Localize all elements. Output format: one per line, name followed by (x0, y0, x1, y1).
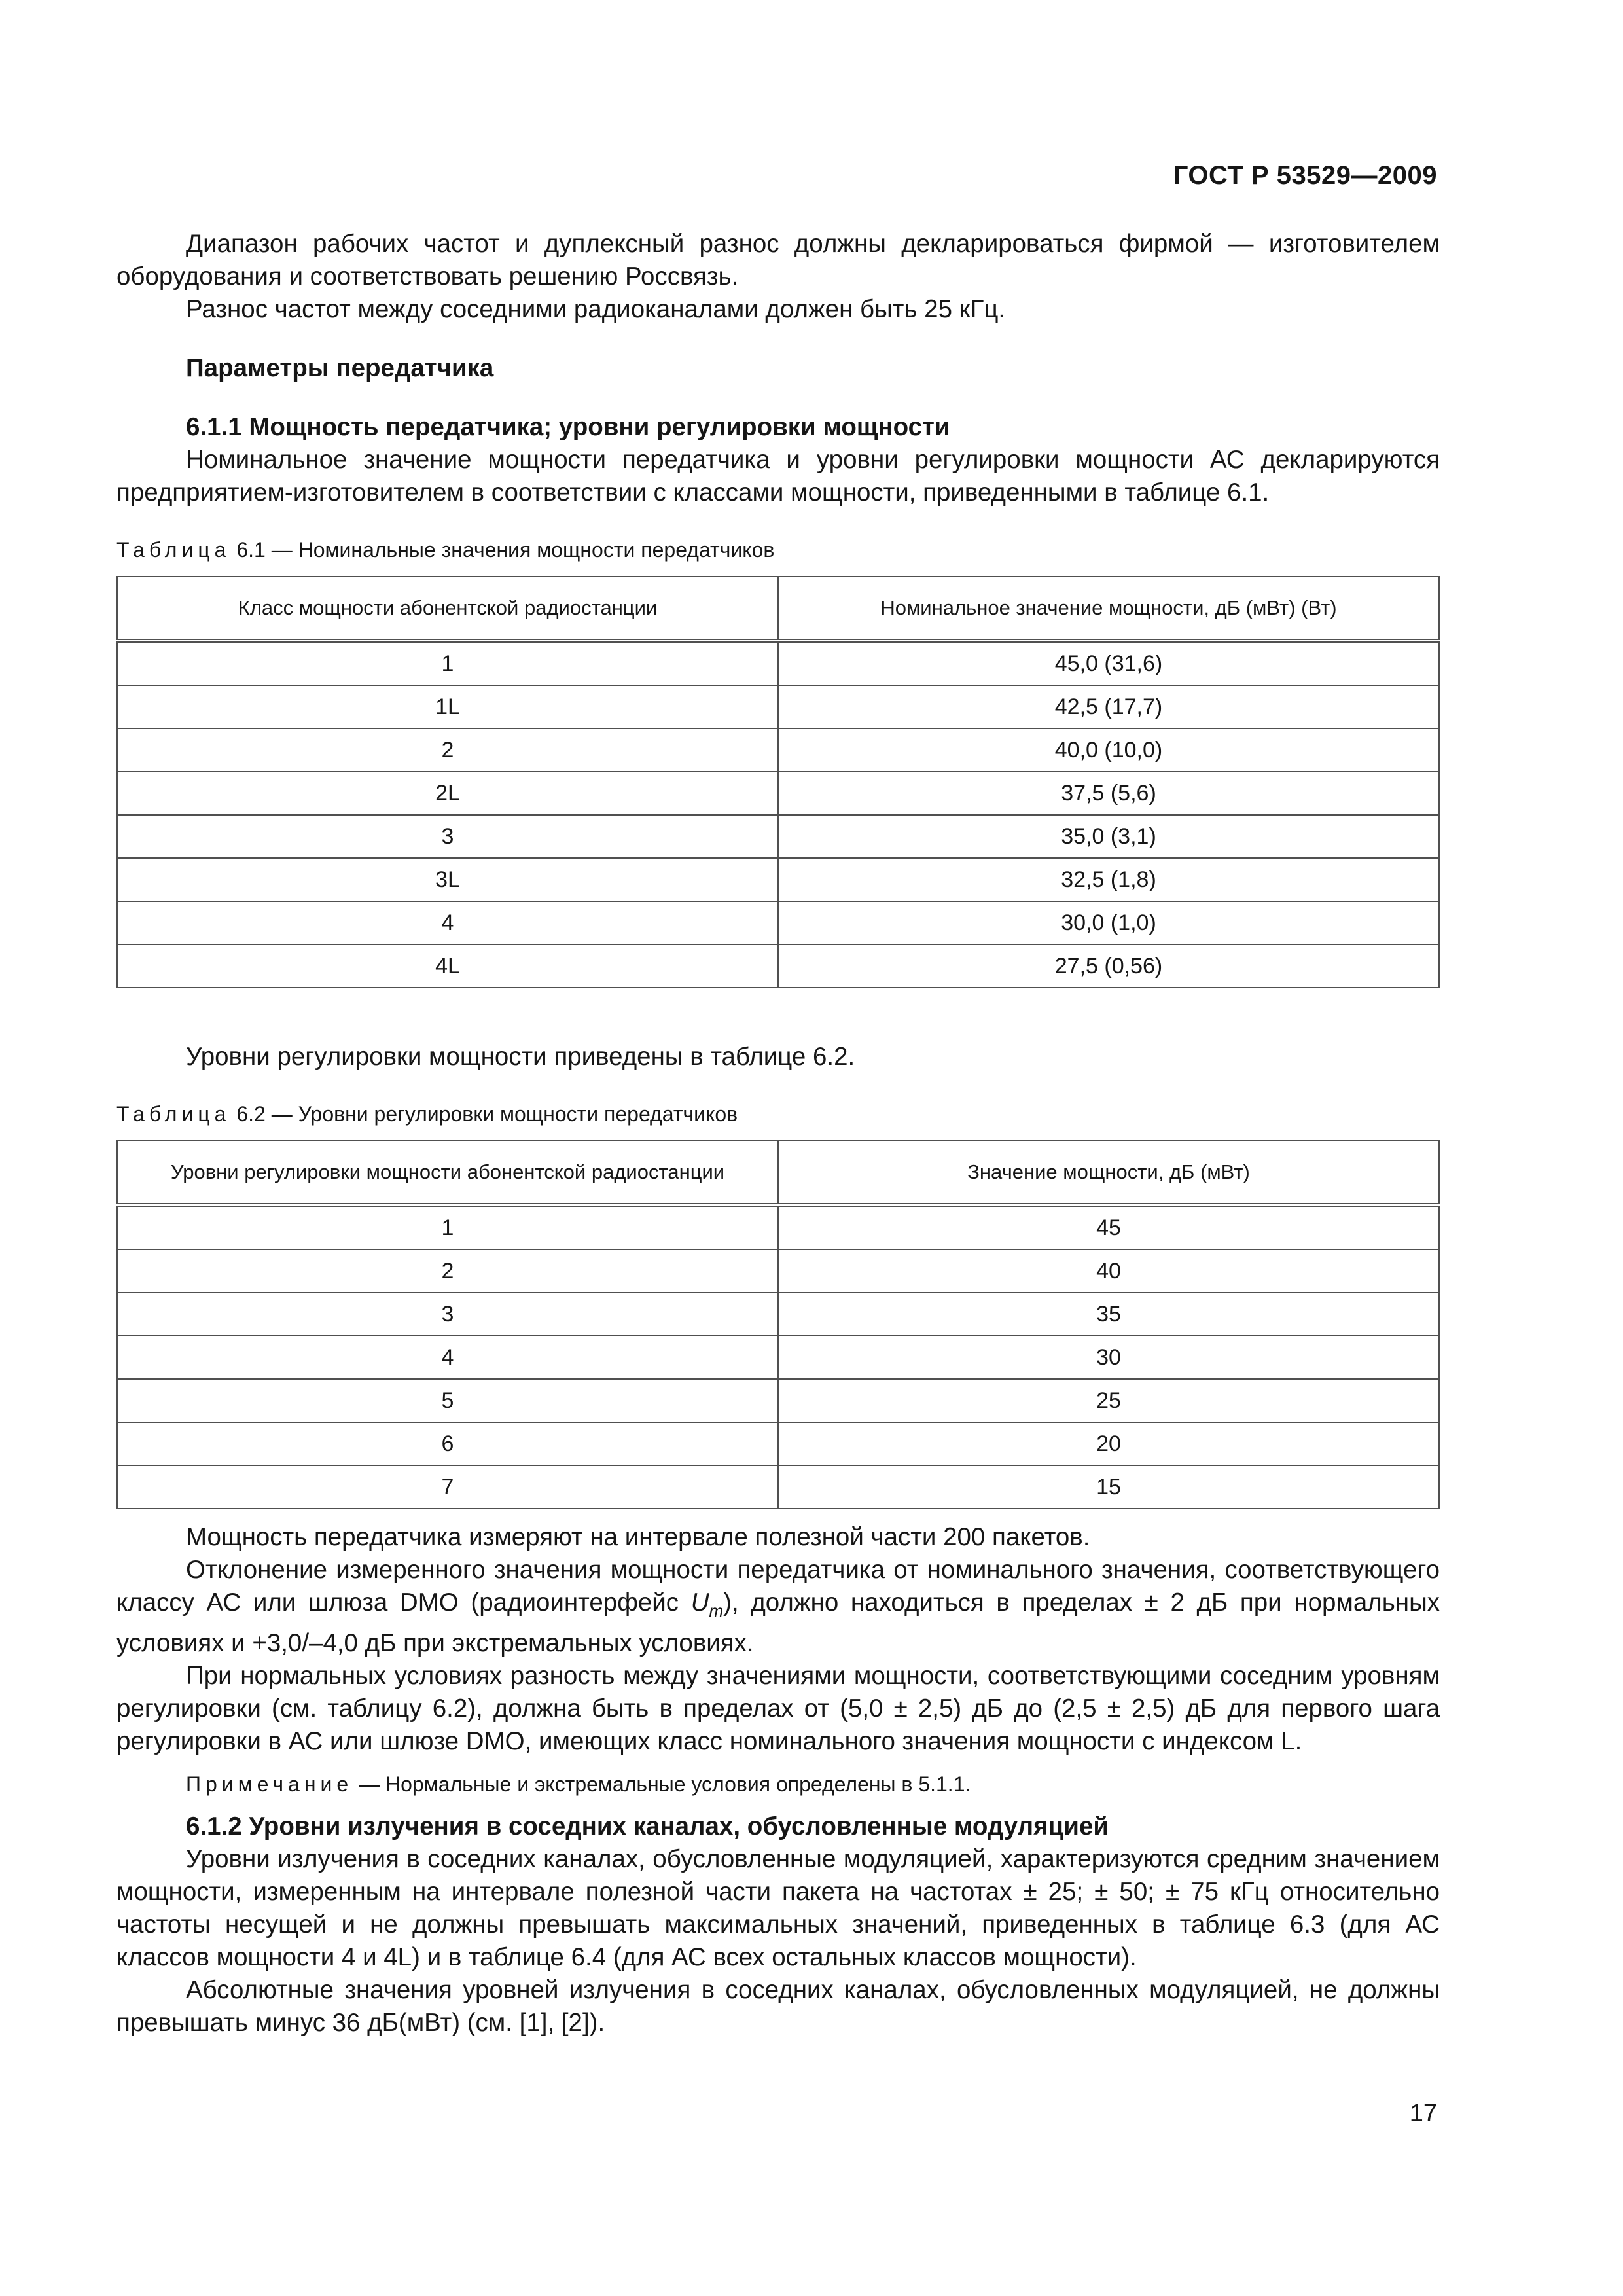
deviation-text-after: ), должно находиться в пределах ± 2 дБ при нормальных условиях и +3,0/–4,0 дБ при экстремальных условиях. (116, 1588, 1440, 1657)
table-cell: 20 (778, 1422, 1439, 1465)
interface-subscript: m (709, 1601, 724, 1621)
intro-paragraph-1: Диапазон рабочих частот и дуплексный разнос должны декларироваться фирмой — изготовителем оборудования и соответствовать решению Россвязь. (116, 230, 1440, 291)
table-cell: 4L (117, 944, 778, 988)
deviation-text-before: Отклонение измеренного значения мощности передатчика от номинального значения, соответствующего классу АС или шлюза DMO (радиоинтерфейс (116, 1556, 1440, 1617)
table-cell: 25 (778, 1379, 1439, 1422)
table-cell: 6 (117, 1422, 778, 1465)
table-row (117, 858, 1439, 901)
table-row (117, 641, 1439, 685)
deviation-paragraph (116, 1554, 1440, 1660)
table-row (117, 944, 1439, 988)
table-row (117, 1205, 1439, 1249)
subsection-611-title: 6.1.1 Мощность передатчика; уровни регулировки мощности (186, 413, 950, 441)
subsection-612-title: 6.1.2 Уровни излучения в соседних каналах, обусловленные модуляцией (186, 1812, 1109, 1840)
table-cell: 4 (117, 901, 778, 944)
table-cell: 40,0 (10,0) (778, 728, 1439, 772)
table-cell: 32,5 (1,8) (778, 858, 1439, 901)
table-61-header-class: Класс мощности абонентской радиостанции (117, 577, 778, 641)
subsection-612-paragraph-1: Уровни излучения в соседних каналах, обусловленные модуляцией, характеризуются средним значением мощности, измеренным на интервале полезной части пакета на частотах ± 25; ± 50; ± 75 кГц относительно частоты несущей и не должны превышать максимальных значений, приведенных в таблице 6.3 (для АС классов мощности 4 и 4L) и в таблице 6.4 (для АС всех остальных классов мощности). (116, 1845, 1440, 1971)
table-cell: 4 (117, 1336, 778, 1379)
subsection-611-paragraph: Номинальное значение мощности передатчика и уровни регулировки мощности АС декларируются предприятием-изготовителем в соответствии с классами мощности, приведенными в таблице 6.1. (116, 446, 1440, 507)
table-cell: 45 (778, 1205, 1439, 1249)
table-row (117, 815, 1439, 858)
table-header-row (117, 1141, 1439, 1205)
table-cell: 5 (117, 1379, 778, 1422)
table-row (117, 1465, 1439, 1509)
note (116, 1770, 1440, 1799)
table-61-header-power: Номинальное значение мощности, дБ (мВт) (Вт) (778, 577, 1439, 641)
table-61-caption-text: 6.1 — Номинальные значения мощности передатчиков (236, 538, 775, 562)
table-62-caption-text: 6.2 — Уровни регулировки мощности передатчиков (236, 1102, 738, 1126)
section-title: Параметры передатчика (186, 354, 494, 382)
table-row (117, 1379, 1439, 1422)
table-cell: 30 (778, 1336, 1439, 1379)
table-cell: 1 (117, 1205, 778, 1249)
table-cell: 7 (117, 1465, 778, 1509)
table-cell: 30,0 (1,0) (778, 901, 1439, 944)
table-row (117, 1293, 1439, 1336)
table-cell: 1L (117, 685, 778, 728)
table-cell: 35,0 (3,1) (778, 815, 1439, 858)
note-label: Примечание (186, 1772, 353, 1796)
table-62-caption (116, 1100, 1440, 1128)
table-cell: 15 (778, 1465, 1439, 1509)
table-62-header-levels: Уровни регулировки мощности абонентской радиостанции (117, 1141, 778, 1205)
page-number: 17 (1409, 2100, 1437, 2127)
table-cell: 27,5 (0,56) (778, 944, 1439, 988)
table-row (117, 1249, 1439, 1293)
note-text: — Нормальные и экстремальные условия определены в 5.1.1. (353, 1772, 971, 1796)
table-cell: 45,0 (31,6) (778, 641, 1439, 685)
table-62 (116, 1140, 1440, 1509)
table-cell: 42,5 (17,7) (778, 685, 1439, 728)
table-row (117, 901, 1439, 944)
table-cell: 40 (778, 1249, 1439, 1293)
levels-paragraph: Уровни регулировки мощности приведены в таблице 6.2. (186, 1043, 855, 1071)
table-cell: 37,5 (5,6) (778, 772, 1439, 815)
table-cell: 35 (778, 1293, 1439, 1336)
document-id-header: ГОСТ Р 53529—2009 (1173, 161, 1437, 190)
table-cell: 3 (117, 815, 778, 858)
intro-paragraph-2: Разнос частот между соседними радиоканалами должен быть 25 кГц. (186, 295, 1006, 323)
table-row (117, 685, 1439, 728)
table-cell: 3L (117, 858, 778, 901)
measure-paragraph: Мощность передатчика измеряют на интервале полезной части 200 пакетов. (186, 1523, 1090, 1551)
table-cell: 2 (117, 1249, 778, 1293)
table-cell: 2 (117, 728, 778, 772)
table-row (117, 1336, 1439, 1379)
table-62-header-value: Значение мощности, дБ (мВт) (778, 1141, 1439, 1205)
table-header-row (117, 577, 1439, 641)
table-cell: 2L (117, 772, 778, 815)
table-61-caption (116, 535, 1440, 564)
page-content (116, 228, 1440, 2039)
table-cell: 3 (117, 1293, 778, 1336)
interface-symbol: U (690, 1588, 709, 1617)
subsection-612-paragraph-2: Абсолютные значения уровней излучения в соседних каналах, обусловленных модуляцией, не должны превышать минус 36 дБ(мВт) (см. [1], [2]). (116, 1976, 1440, 2037)
table-cell: 1 (117, 641, 778, 685)
table-61-caption-label: Таблица (116, 538, 231, 562)
normal-conditions-paragraph: При нормальных условиях разность между значениями мощности, соответствующими соседним уровням регулировки (см. таблицу 6.2), должна быть в пределах от (5,0 ± 2,5) дБ до (2,5 ± 2,5) дБ для первого шага регулировки в АС или шлюзе DMO, имеющих класс номинального значения мощности с индексом L. (116, 1662, 1440, 1755)
table-row (117, 728, 1439, 772)
table-row (117, 1422, 1439, 1465)
table-62-caption-label: Таблица (116, 1102, 231, 1126)
table-61 (116, 576, 1440, 988)
table-row (117, 772, 1439, 815)
